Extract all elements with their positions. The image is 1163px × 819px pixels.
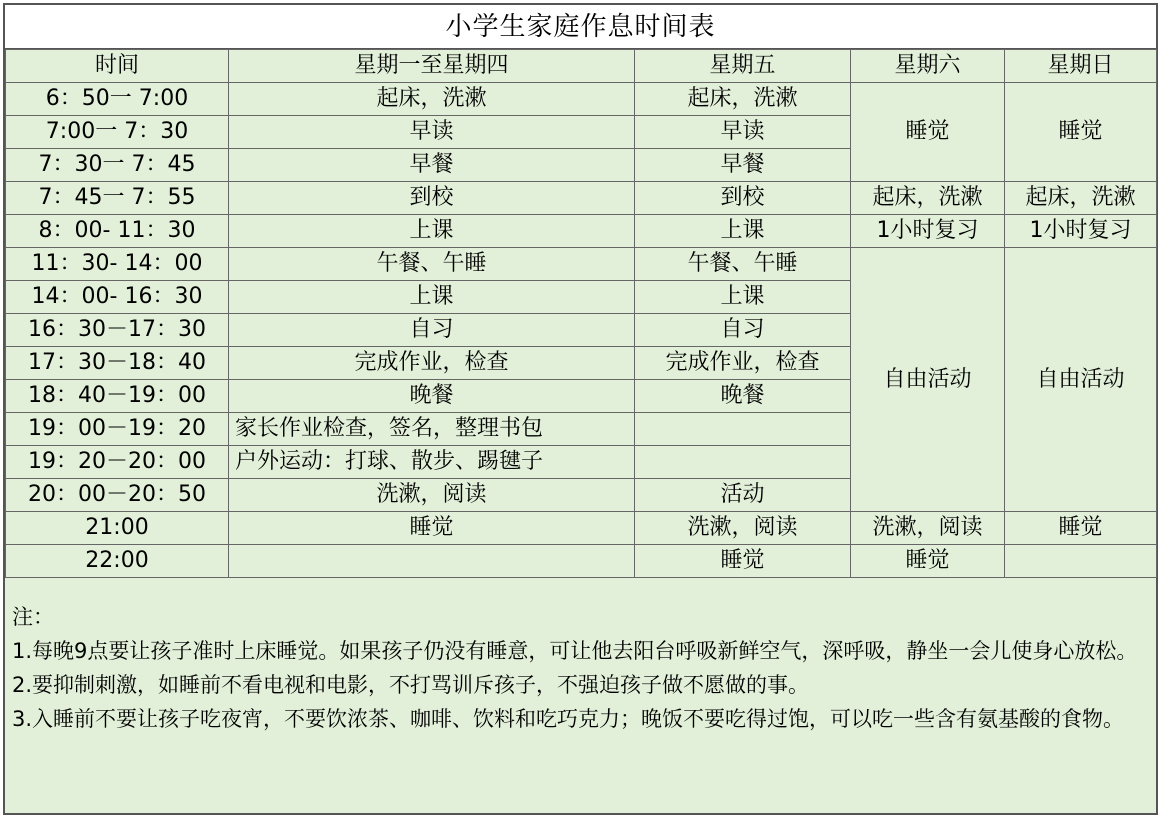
table-row [6, 182, 1157, 215]
note-item: 2.要抑制刺激，如睡前不看电视和电影，不打骂训斥孩子，不强迫孩子做不愿做的事。 [12, 673, 810, 697]
fri-cell: 活动 [635, 479, 851, 512]
fri-cell: 午餐、午睡 [635, 248, 851, 281]
note-item: 3.入睡前不要让孩子吃夜宵，不要饮浓茶、咖啡、饮料和吃巧克力；晚饭不要吃得过饱，可以吃一些含有氨基酸的食物。 [12, 707, 1125, 731]
mon-thu-cell: 早读 [229, 116, 635, 149]
schedule-sheet [3, 3, 1158, 815]
header-sat: 星期六 [851, 50, 1005, 83]
sat-free-activity-cell: 自由活动 [851, 248, 1005, 512]
mon-thu-cell: 早餐 [229, 149, 635, 182]
mon-thu-cell: 上课 [229, 281, 635, 314]
sun-cell [1005, 545, 1157, 578]
sat-sleep-cell: 睡觉 [851, 83, 1005, 182]
time-cell: 20：00－20：50 [6, 479, 229, 512]
notes-section [5, 578, 1156, 813]
fri-cell: 自习 [635, 314, 851, 347]
time-cell: 19：20－20：00 [6, 446, 229, 479]
fri-cell: 早餐 [635, 149, 851, 182]
time-cell: 18：40－19：00 [6, 380, 229, 413]
table-row [6, 512, 1157, 545]
fri-cell: 上课 [635, 281, 851, 314]
mon-thu-cell: 自习 [229, 314, 635, 347]
mon-thu-cell: 完成作业，检查 [229, 347, 635, 380]
mon-thu-cell: 洗漱，阅读 [229, 479, 635, 512]
sun-sleep-cell: 睡觉 [1005, 83, 1157, 182]
fri-cell: 睡觉 [635, 545, 851, 578]
header-fri: 星期五 [635, 50, 851, 83]
mon-thu-cell: 睡觉 [229, 512, 635, 545]
sun-free-activity-cell: 自由活动 [1005, 248, 1157, 512]
table-row [6, 545, 1157, 578]
notes-heading: 注： [12, 605, 54, 629]
sun-cell: 起床，洗漱 [1005, 182, 1157, 215]
sun-cell: 1小时复习 [1005, 215, 1157, 248]
mon-thu-cell: 晚餐 [229, 380, 635, 413]
note-item: 1.每晚9点要让孩子准时上床睡觉。如果孩子仍没有睡意，可让他去阳台呼吸新鲜空气，深呼吸，静坐一会儿使身心放松。 [12, 639, 1138, 663]
time-cell: 14：00- 16：30 [6, 281, 229, 314]
fri-cell: 上课 [635, 215, 851, 248]
time-cell: 7：45一 7：55 [6, 182, 229, 215]
fri-cell [635, 446, 851, 479]
mon-thu-cell: 午餐、午睡 [229, 248, 635, 281]
fri-cell: 完成作业，检查 [635, 347, 851, 380]
table-row [6, 83, 1157, 116]
sat-cell: 1小时复习 [851, 215, 1005, 248]
fri-cell: 早读 [635, 116, 851, 149]
fri-cell: 起床，洗漱 [635, 83, 851, 116]
table-row [6, 215, 1157, 248]
fri-cell: 晚餐 [635, 380, 851, 413]
page-title: 小学生家庭作息时间表 [5, 5, 1156, 49]
mon-thu-cell: 到校 [229, 182, 635, 215]
time-cell: 22:00 [6, 545, 229, 578]
time-cell: 7：30一 7：45 [6, 149, 229, 182]
time-cell: 17：30－18：40 [6, 347, 229, 380]
time-cell: 7:00一 7：30 [6, 116, 229, 149]
mon-thu-cell: 户外运动：打球、散步、踢毽子 [229, 446, 635, 479]
time-cell: 19：00－19：20 [6, 413, 229, 446]
schedule-table [5, 49, 1157, 578]
mon-thu-cell [229, 545, 635, 578]
mon-thu-cell: 家长作业检查，签名，整理书包 [229, 413, 635, 446]
time-cell: 21:00 [6, 512, 229, 545]
time-cell: 11：30- 14：00 [6, 248, 229, 281]
header-row [6, 50, 1157, 83]
sat-cell: 洗漱，阅读 [851, 512, 1005, 545]
sat-cell: 睡觉 [851, 545, 1005, 578]
sat-cell: 起床，洗漱 [851, 182, 1005, 215]
header-sun: 星期日 [1005, 50, 1157, 83]
time-cell: 8：00- 11：30 [6, 215, 229, 248]
mon-thu-cell: 上课 [229, 215, 635, 248]
fri-cell [635, 413, 851, 446]
mon-thu-cell: 起床，洗漱 [229, 83, 635, 116]
header-time: 时间 [6, 50, 229, 83]
fri-cell: 到校 [635, 182, 851, 215]
sun-cell: 睡觉 [1005, 512, 1157, 545]
time-cell: 16：30－17：30 [6, 314, 229, 347]
fri-cell: 洗漱，阅读 [635, 512, 851, 545]
time-cell: 6：50一 7:00 [6, 83, 229, 116]
header-mon-thu: 星期一至星期四 [229, 50, 635, 83]
table-row [6, 248, 1157, 281]
